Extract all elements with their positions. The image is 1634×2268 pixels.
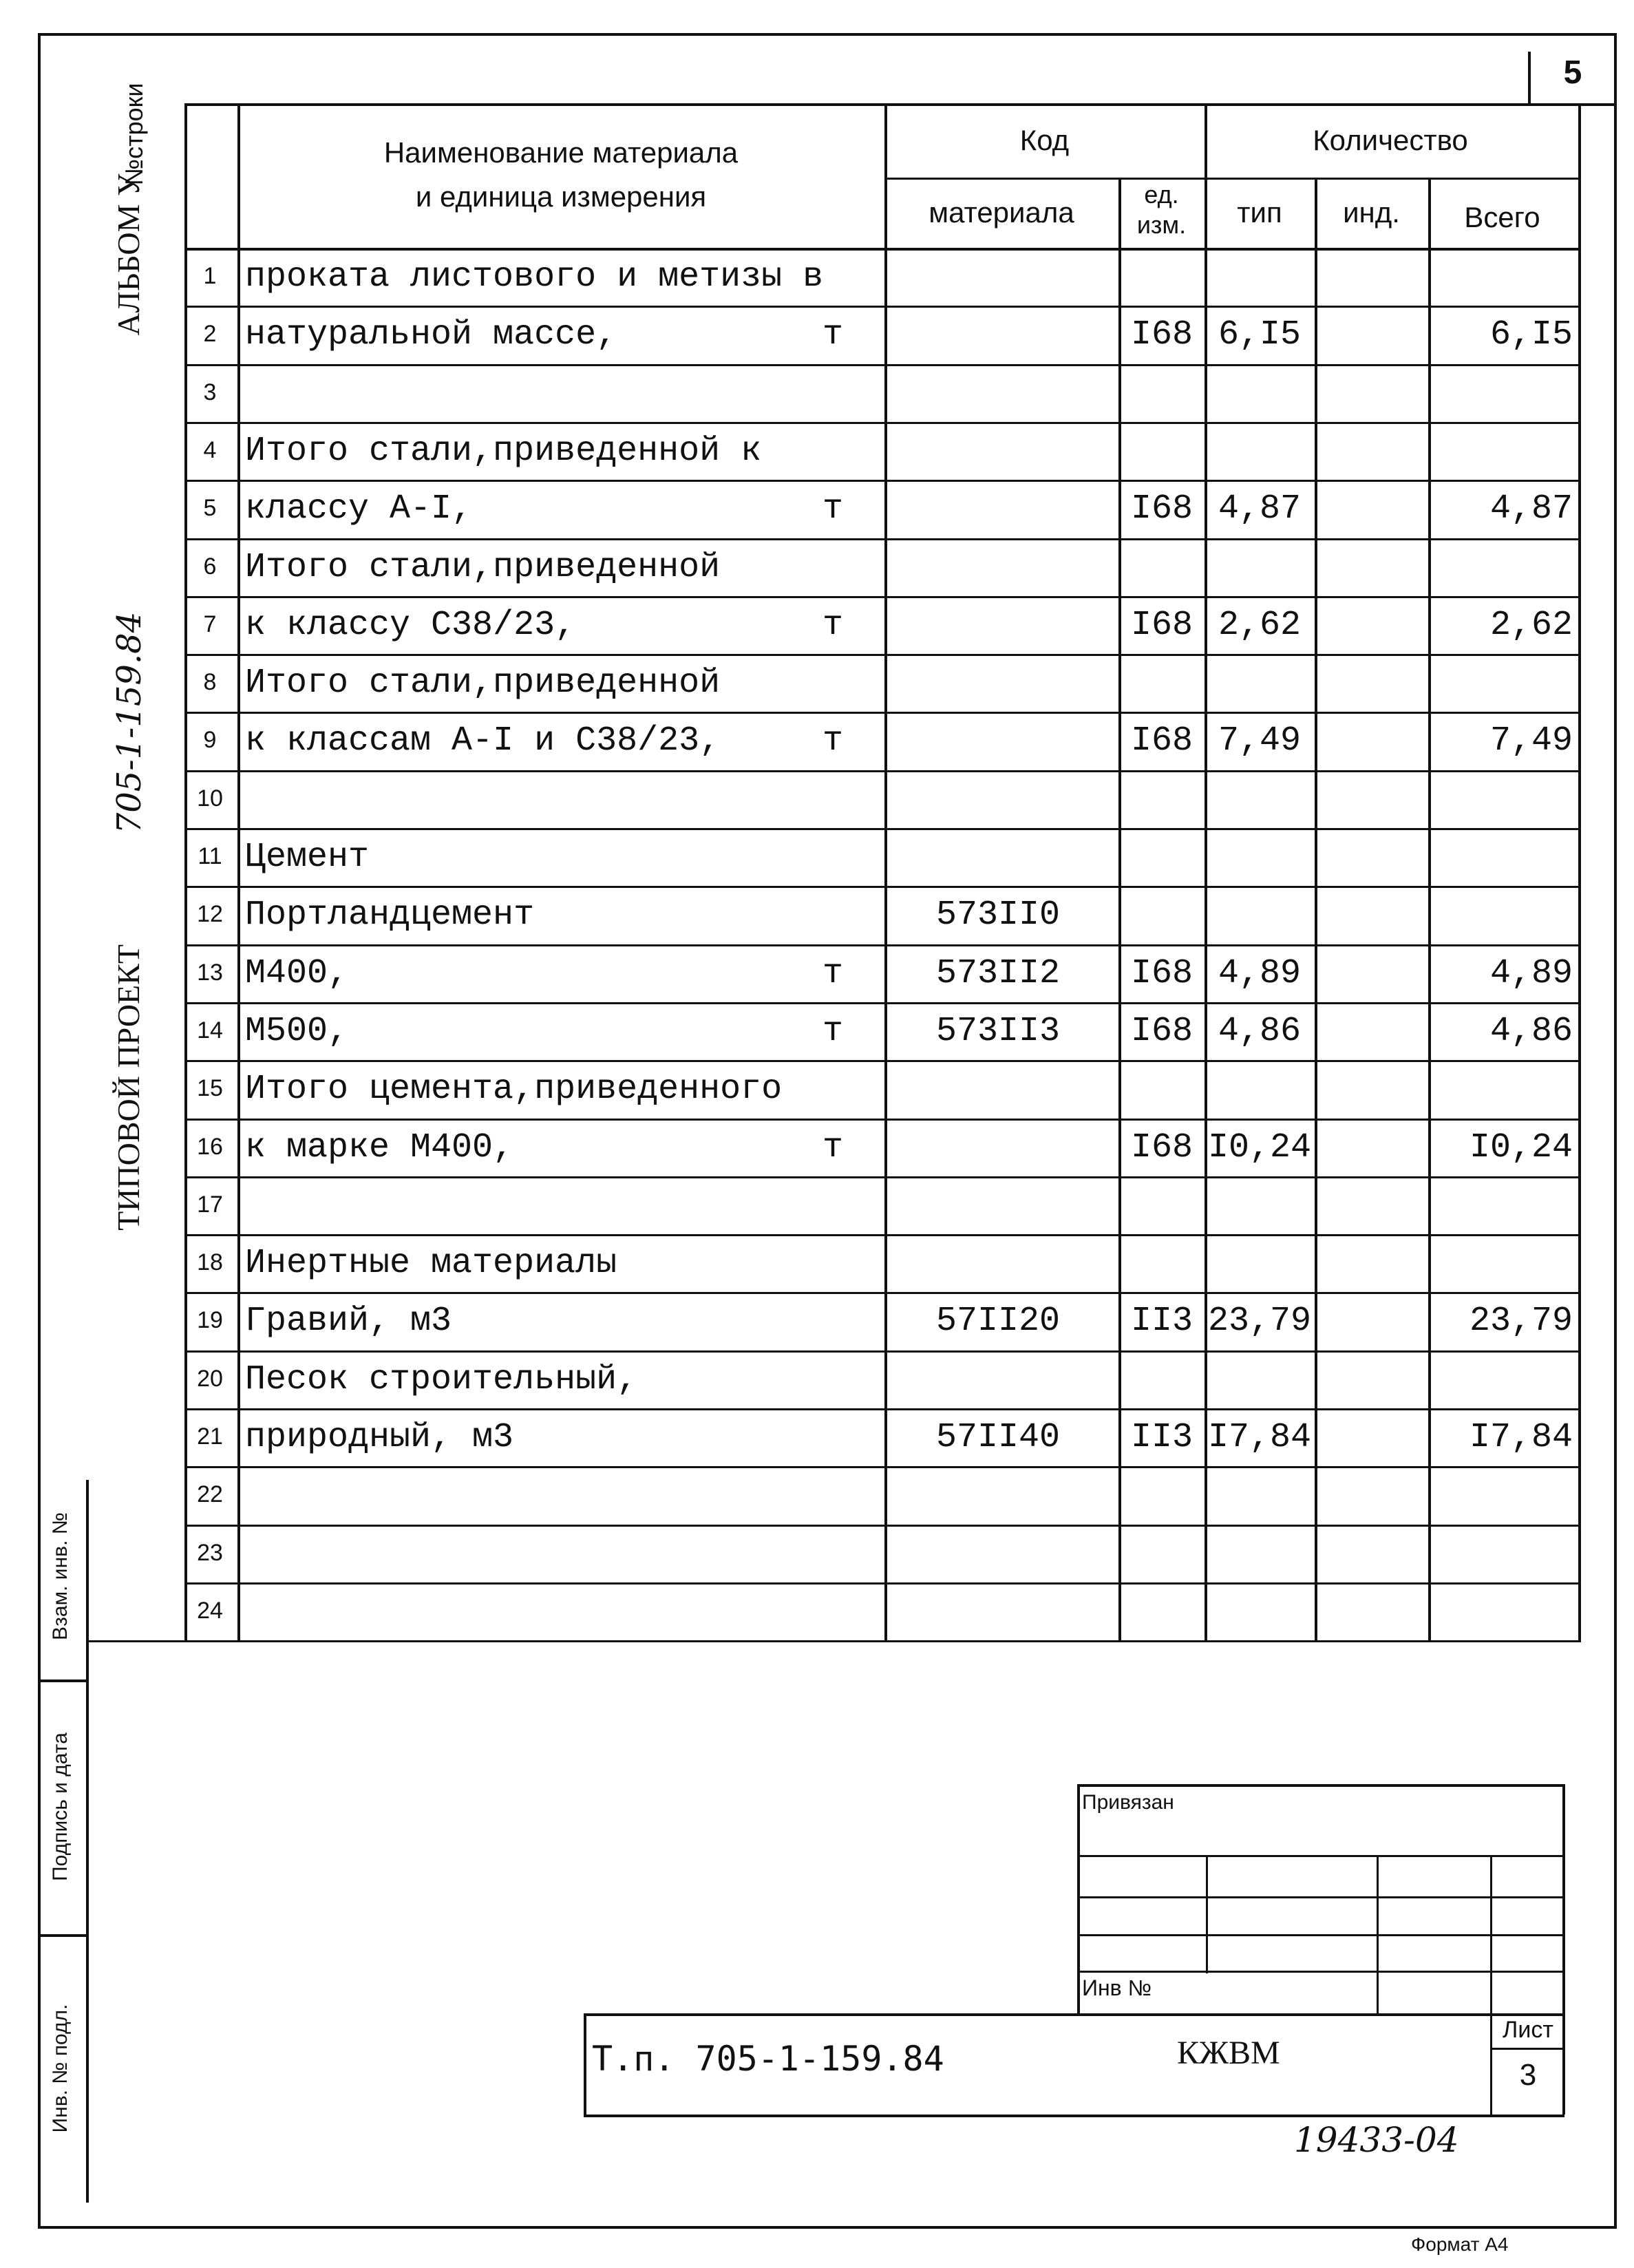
row-number: 17	[197, 1191, 223, 1218]
row-qty-tip: 6,I5	[1218, 315, 1302, 354]
handwritten-number: 19433-04	[1294, 2120, 1459, 2160]
header-bottom	[184, 248, 1581, 251]
table-row-line	[184, 770, 1581, 772]
row-name: проката листового и метизы в	[245, 257, 824, 297]
header-unit-l1: ед.	[1144, 180, 1179, 209]
row-qty-tip: 4,89	[1218, 954, 1302, 993]
row-name: классу А-I,	[245, 489, 473, 529]
table-row-line	[184, 596, 1581, 598]
side-code-handwritten: 705-1-159.84	[110, 611, 149, 834]
header-split	[884, 178, 1581, 180]
row-qty-total: 4,89	[1489, 954, 1573, 993]
table-row-line	[184, 1119, 1581, 1121]
row-material-code: 573II0	[935, 895, 1061, 935]
row-unit-code: II3	[1130, 1418, 1193, 1457]
side-album: АЛЬБОМ У	[111, 173, 146, 336]
stamp-vzam: Взам. инв. №	[49, 1512, 72, 1640]
stamp-inv-no: Инв №	[1082, 1975, 1152, 2000]
table-row-line	[184, 654, 1581, 656]
format-label: Формат А4	[1411, 2234, 1509, 2255]
row-name: Итого цемента,приведенного	[245, 1070, 783, 1109]
table-row-line	[184, 1060, 1581, 1062]
header-code: Код	[1019, 124, 1070, 156]
stamp-doc-code: Т.п. 705-1-159.84	[592, 2039, 944, 2079]
row-qty-tip: 4,86	[1218, 1012, 1302, 1051]
row-qty-total: 4,87	[1489, 489, 1573, 529]
table-row-line	[184, 1350, 1581, 1353]
stamp-sheet-label: Лист	[1503, 2017, 1553, 2043]
row-name: к классам А-I и С38/23,	[245, 721, 721, 761]
row-name: Итого стали,приведенной	[245, 548, 721, 587]
stamp-sheet-value: 3	[1519, 2058, 1537, 2092]
row-name: Итого стали,приведенной к	[245, 432, 762, 471]
row-qty-tip: 7,49	[1218, 721, 1302, 761]
table-row-line	[184, 364, 1581, 366]
row-material-code: 57II40	[935, 1418, 1061, 1457]
frame-top	[38, 33, 1614, 36]
row-unit-code: I68	[1130, 954, 1193, 993]
header-ind: инд.	[1343, 196, 1400, 229]
stamp-inv: Инв. № подл.	[49, 2004, 72, 2133]
row-number: 8	[203, 669, 217, 695]
table-col-line	[237, 103, 240, 1642]
row-name: М400,	[245, 954, 349, 993]
row-number: 2	[203, 321, 217, 347]
row-number: 19	[197, 1307, 223, 1333]
table-row-line	[184, 828, 1581, 830]
table-col-line	[1578, 103, 1581, 1642]
frame-right	[1614, 33, 1617, 2229]
row-number: 11	[198, 843, 222, 869]
side-project: ТИПОВОЙ ПРОЕКТ	[111, 944, 146, 1231]
table-col-line	[1428, 178, 1431, 1642]
table-row-line	[184, 538, 1581, 540]
row-number: 18	[197, 1249, 223, 1275]
row-number: 21	[197, 1423, 223, 1450]
row-number: 4	[203, 437, 217, 463]
row-name: Портландцемент	[245, 895, 535, 935]
row-number: 20	[197, 1366, 223, 1392]
row-number: 22	[197, 1481, 223, 1507]
table-col-line	[884, 103, 887, 1642]
table-row-line	[184, 1234, 1581, 1236]
row-unit-code: I68	[1130, 489, 1193, 529]
table-row-line	[184, 1002, 1581, 1004]
row-number: 7	[203, 611, 217, 637]
row-material-code: 57II20	[935, 1302, 1061, 1341]
header-row-no: №строки	[120, 83, 148, 186]
row-unit-letter: т	[822, 721, 843, 761]
row-number: 3	[203, 379, 217, 405]
row-qty-total: 6,I5	[1489, 315, 1573, 354]
row-unit-letter: т	[822, 954, 843, 993]
row-unit-code: I68	[1130, 1012, 1193, 1051]
row-material-code: 573II3	[935, 1012, 1061, 1051]
row-name: Инертные материалы	[245, 1244, 617, 1283]
row-qty-total: 23,79	[1469, 1302, 1573, 1341]
row-name: к классу С38/23,	[245, 606, 576, 645]
row-name: Песок строительный,	[245, 1360, 638, 1399]
row-name: М500,	[245, 1012, 349, 1051]
row-qty-tip: I7,84	[1207, 1418, 1312, 1457]
row-name: к марке М400,	[245, 1128, 514, 1167]
row-material-code: 573II2	[935, 954, 1061, 993]
table-row-line	[184, 712, 1581, 714]
header-material: материала	[929, 196, 1074, 229]
row-number: 16	[197, 1134, 223, 1160]
row-number: 12	[197, 901, 223, 927]
row-qty-tip: I0,24	[1207, 1128, 1312, 1167]
page-number: 5	[1563, 54, 1582, 91]
row-number: 14	[197, 1017, 223, 1043]
row-number: 1	[203, 263, 217, 289]
row-qty-total: 4,86	[1489, 1012, 1573, 1051]
row-number: 24	[197, 1598, 223, 1624]
header-qty: Количество	[1313, 124, 1468, 156]
row-qty-tip: 4,87	[1218, 489, 1302, 529]
row-unit-code: I68	[1130, 1128, 1193, 1167]
row-name: Итого стали,приведенной	[245, 664, 721, 703]
header-name-line2: и единица измерения	[415, 180, 707, 213]
table-row-line	[184, 1292, 1581, 1294]
frame-left	[38, 33, 41, 2229]
row-number: 13	[197, 960, 223, 986]
row-unit-letter: т	[822, 606, 843, 645]
table-row-line	[184, 422, 1581, 424]
row-number: 6	[203, 553, 217, 580]
row-qty-tip: 23,79	[1207, 1302, 1312, 1341]
row-number: 10	[197, 785, 223, 812]
frame-bottom	[38, 2226, 1617, 2229]
header-total: Всего	[1464, 201, 1540, 233]
header-tip: тип	[1237, 196, 1282, 229]
table-row-line	[184, 1176, 1581, 1178]
table-top	[184, 103, 1581, 106]
row-name: натуральной массе,	[245, 315, 617, 354]
row-unit-code: I68	[1130, 606, 1193, 645]
table-row-line	[184, 1582, 1581, 1585]
table-row-line	[184, 306, 1581, 308]
table-row-line	[184, 480, 1581, 482]
table-bottom	[86, 1640, 1581, 1642]
row-number: 9	[203, 727, 217, 753]
row-name: природный, м3	[245, 1418, 514, 1457]
row-unit-letter: т	[822, 315, 843, 354]
row-name: Цемент	[245, 838, 370, 877]
table-row-line	[184, 1525, 1581, 1527]
table-row-line	[184, 1466, 1581, 1468]
row-unit-letter: т	[822, 1128, 843, 1167]
table-row-line	[184, 1408, 1581, 1410]
row-number: 23	[197, 1540, 223, 1566]
row-unit-letter: т	[822, 1012, 843, 1051]
row-qty-total: I7,84	[1469, 1418, 1573, 1457]
row-unit-code: I68	[1130, 315, 1193, 354]
row-name: Гравий, м3	[245, 1302, 452, 1341]
stamp-privyazan: Привязан	[1082, 1791, 1174, 1814]
header-name-line1: Наименование материала	[383, 136, 739, 169]
row-number: 5	[203, 495, 217, 521]
row-qty-total: I0,24	[1469, 1128, 1573, 1167]
row-unit-letter: т	[822, 489, 843, 529]
row-unit-code: II3	[1130, 1302, 1193, 1341]
row-qty-total: 2,62	[1489, 606, 1573, 645]
table-row-line	[184, 886, 1581, 888]
row-qty-total: 7,49	[1489, 721, 1573, 761]
table-row-line	[184, 944, 1581, 946]
row-qty-tip: 2,62	[1218, 606, 1302, 645]
row-number: 15	[197, 1075, 223, 1101]
row-unit-code: I68	[1130, 721, 1193, 761]
stamp-podpis: Подпись и дата	[49, 1732, 72, 1881]
table-col-line	[1315, 178, 1317, 1642]
header-unit-l2: изм.	[1136, 211, 1187, 239]
stamp-mark: КЖВМ	[1177, 2035, 1280, 2071]
